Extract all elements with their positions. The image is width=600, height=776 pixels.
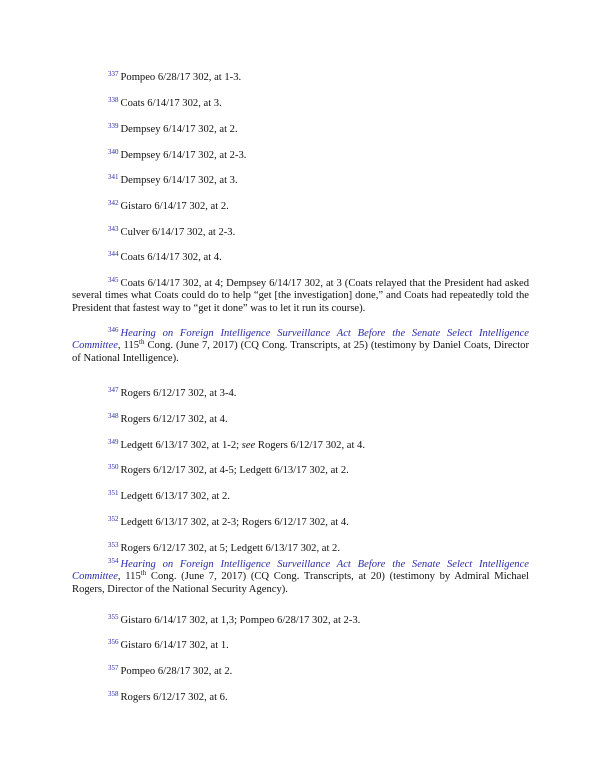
footnote-345	[72, 278, 529, 315]
footnote-347	[72, 388, 529, 400]
footnote-text: Ledgett 6/13/17 302, at 1-2;	[120, 440, 242, 451]
signal-see: see	[241, 440, 256, 451]
congress-number: 115	[125, 571, 141, 583]
footnote-number[interactable]: 345	[108, 276, 119, 284]
footnote-number[interactable]: 340	[108, 148, 119, 156]
footnote-343	[72, 227, 529, 239]
footnote-358	[72, 692, 529, 704]
footnote-text: Rogers 6/12/17 302, at 5; Ledgett 6/13/17 302, at 2.	[120, 543, 340, 554]
footnote-342	[72, 201, 529, 213]
footnote-number[interactable]: 353	[108, 541, 119, 549]
footnote-339	[72, 124, 529, 136]
footnote-351	[72, 491, 529, 503]
footnote-number[interactable]: 342	[108, 199, 119, 207]
punctuation: ,	[117, 340, 121, 352]
footnote-338	[72, 98, 529, 110]
footnote-number[interactable]: 339	[108, 122, 119, 130]
footnote-text: Cong. (June 7, 2017) (CQ Cong. Transcripts, at 20) (testimony by Admiral Michael Rogers, Director of the National Security Agency).	[72, 571, 529, 595]
footnote-number[interactable]: 348	[108, 412, 119, 420]
footnote-number[interactable]: 337	[108, 70, 119, 78]
footnote-text: Rogers 6/12/17 302, at 4.	[120, 414, 228, 425]
ordinal-suffix: th	[139, 338, 145, 347]
footnote-346	[72, 328, 529, 365]
footnote-number[interactable]: 354	[108, 557, 119, 565]
footnote-text: Gistaro 6/14/17 302, at 1,3; Pompeo 6/28/17 302, at 2-3.	[120, 615, 361, 626]
footnote-text: Dempsey 6/14/17 302, at 2.	[120, 124, 238, 135]
footnote-356	[72, 640, 529, 652]
footnote-number[interactable]: 351	[108, 489, 119, 497]
footnote-number[interactable]: 358	[108, 690, 119, 698]
footnote-number[interactable]: 344	[108, 250, 119, 258]
footnote-text: Rogers 6/12/17 302, at 4.	[255, 440, 366, 451]
congress-number: 115	[123, 340, 140, 352]
footnote-number[interactable]: 341	[108, 173, 119, 181]
footnote-text: Coats 6/14/17 302, at 4.	[120, 252, 222, 263]
footnote-text: Gistaro 6/14/17 302, at 2.	[120, 201, 229, 212]
footnote-344	[72, 252, 529, 264]
footnote-352	[72, 517, 529, 529]
footnote-text: Dempsey 6/14/17 302, at 2-3.	[120, 150, 247, 161]
footnote-text: Dempsey 6/14/17 302, at 3.	[120, 175, 238, 186]
footnote-text: Pompeo 6/28/17 302, at 1-3.	[120, 72, 242, 83]
ordinal-suffix: th	[140, 569, 147, 578]
footnote-text: Rogers 6/12/17 302, at 3-4.	[120, 388, 237, 399]
footnote-number[interactable]: 343	[108, 225, 119, 233]
footnote-337	[72, 72, 529, 84]
footnote-348	[72, 414, 529, 426]
footnote-text: Coats 6/14/17 302, at 4; Dempsey 6/14/17 302, at 3 (Coats relayed that the President had asked several times what Coats could do to help “get [the investigation] done,” and Coats had repeatedly told the President that fastest way to “get it done” was to let it run its course).	[72, 278, 529, 314]
footnote-340	[72, 150, 529, 162]
footnote-number[interactable]: 356	[108, 638, 119, 646]
footnote-text: Coats 6/14/17 302, at 3.	[120, 98, 222, 109]
footnote-341	[72, 175, 529, 187]
footnote-text: Culver 6/14/17 302, at 2-3.	[120, 227, 236, 238]
footnote-text: Pompeo 6/28/17 302, at 2.	[120, 666, 233, 677]
footnote-357	[72, 666, 529, 678]
footnote-number[interactable]: 350	[108, 463, 119, 471]
footnote-349	[72, 440, 529, 452]
footnote-355	[72, 615, 529, 627]
footnote-number[interactable]: 338	[108, 96, 119, 104]
footnote-353	[72, 543, 529, 555]
hearing-citation-link[interactable]: Hearing on Foreign Intelligence Surveillance Act Before the Senate Select Intelligence Committee	[72, 328, 529, 352]
footnote-text: Ledgett 6/13/17 302, at 2.	[120, 491, 230, 502]
footnote-text: Gistaro 6/14/17 302, at 1.	[120, 640, 229, 651]
footnote-number[interactable]: 355	[108, 613, 119, 621]
footnote-number[interactable]: 349	[108, 438, 119, 446]
footnote-number[interactable]: 357	[108, 664, 119, 672]
punctuation: ,	[117, 571, 121, 583]
footnote-text: Cong. (June 7, 2017) (CQ Cong. Transcripts, at 25) (testimony by Daniel Coats, Director of National Intelligence).	[72, 340, 529, 364]
hearing-citation-link[interactable]: Hearing on Foreign Intelligence Surveillance Act Before the Senate Select Intelligence Committee	[72, 559, 529, 583]
footnote-350	[72, 465, 529, 477]
footnote-number[interactable]: 347	[108, 386, 119, 394]
footnote-number[interactable]: 352	[108, 515, 119, 523]
footnote-number[interactable]: 346	[108, 326, 119, 334]
footnote-text: Ledgett 6/13/17 302, at 2-3; Rogers 6/12/17 302, at 4.	[120, 517, 349, 528]
footnote-text: Rogers 6/12/17 302, at 6.	[120, 692, 228, 703]
footnote-text: Rogers 6/12/17 302, at 4-5; Ledgett 6/13/17 302, at 2.	[120, 465, 349, 476]
footnote-354	[72, 559, 529, 596]
